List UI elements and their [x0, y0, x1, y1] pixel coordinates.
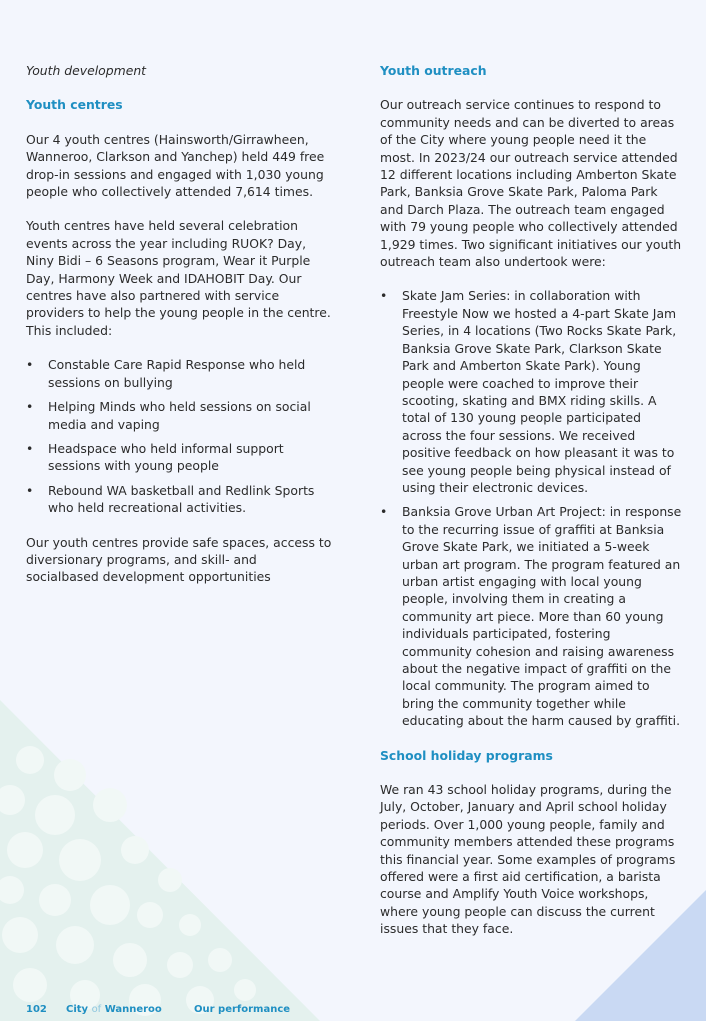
bullet-icon: • — [26, 440, 34, 456]
heading-youth-outreach: Youth outreach — [380, 63, 487, 78]
green-dotted-triangle — [0, 700, 320, 1021]
list-item: • Headspace who held informal support sessions with young people — [26, 440, 284, 474]
bullet-icon: • — [380, 288, 388, 304]
list-item: • Rebound WA basketball and Redlink Sports who held recreational activities. — [26, 482, 315, 516]
list-item: • Banksia Grove Urban Art Project: in response to the recurring issue of graffiti at Banksia Grove Skate Park, we initiated a 5-week urban art program. The program featured an urban artist engaging with local young people, involving them in creating a community art piece. More than 60 young individuals participated, fostering community cohesion and raising awareness about the negative impact of graffiti on the local community. The program aimed to bring the community together while educating about the harm caused by graffiti. — [380, 504, 682, 729]
bullet-icon: • — [26, 399, 34, 415]
bullet-icon: • — [26, 357, 34, 373]
partner-list — [26, 356, 332, 516]
left-column — [26, 62, 332, 603]
list-item: • Skate Jam Series: in collaboration with Freestyle Now we hosted a 4-part Skate Jam Series, in 4 locations (Two Rocks Skate Park, Banksia Grove Skate Park, Clarkson Skate Park and Amberton Skate Park). Young people were coached to improve their scooting, skating and BMX riding skills. A total of 130 young people participated across the four sessions. We received positive feedback on how pleasant it was to see young people being physical instead of using their electronic devices. — [380, 288, 677, 495]
paragraph-youth-centres-stats: Our 4 youth centres (Hainsworth/Girrawheen, Wanneroo, Clarkson and Yanchep) held 449 free drop-in sessions and engaged with 1,030 young people who collectively attended 7,614 times. — [26, 131, 325, 200]
paragraph-outreach: Our outreach service continues to respond to community needs and can be diverted to areas of the City where young people need it the most. In 2023/24 our outreach service attended 12 different locations including Amberton Skate Park, Banksia Grove Skate Park, Paloma Park and Darch Plaza. The outreach team engaged with 79 young people who collectively attended 1,929 times. Two significant initiatives our youth outreach team also undertook were: — [380, 97, 682, 270]
footer-section-title: Our performance — [194, 1004, 291, 1015]
page-number: 102 — [26, 1004, 47, 1015]
heading-youth-centres: Youth centres — [26, 97, 123, 113]
list-item: • Helping Minds who held sessions on social media and vaping — [26, 399, 311, 432]
paragraph-school-holiday: We ran 43 school holiday programs, during the July, October, January and April school holiday periods. Over 1,000 young people, family and community members attended these programs this financial year. Some examples of programs offered were a first aid certification, a barista course and Amplify Youth Voice workshops, where young people can discuss the current issues that they face. — [380, 782, 676, 937]
paragraph-safe-spaces: Our youth centres provide safe spaces, access to diversionary programs, and skill- and socialbased development opportunities — [26, 534, 332, 585]
bullet-icon: • — [380, 504, 388, 520]
initiative-list — [380, 287, 684, 729]
paragraph-celebration-events: Youth centres have held several celebration events across the year including RUOK? Day, Niny Bidi – 6 Seasons program, Wear it Purple Day, Harmony Week and IDAHOBIT Day. Our centres have also partnered with service providers to help the young people in the centre. This included: — [26, 218, 331, 338]
heading-school-holiday-programs: School holiday programs — [380, 747, 553, 763]
organisation-name: City of Wanneroo — [66, 1004, 162, 1015]
section-heading-youth-development: Youth development — [26, 63, 147, 78]
bullet-icon: • — [26, 482, 34, 498]
list-item: • Constable Care Rapid Response who held sessions on bullying — [26, 357, 306, 390]
right-column — [380, 62, 684, 955]
